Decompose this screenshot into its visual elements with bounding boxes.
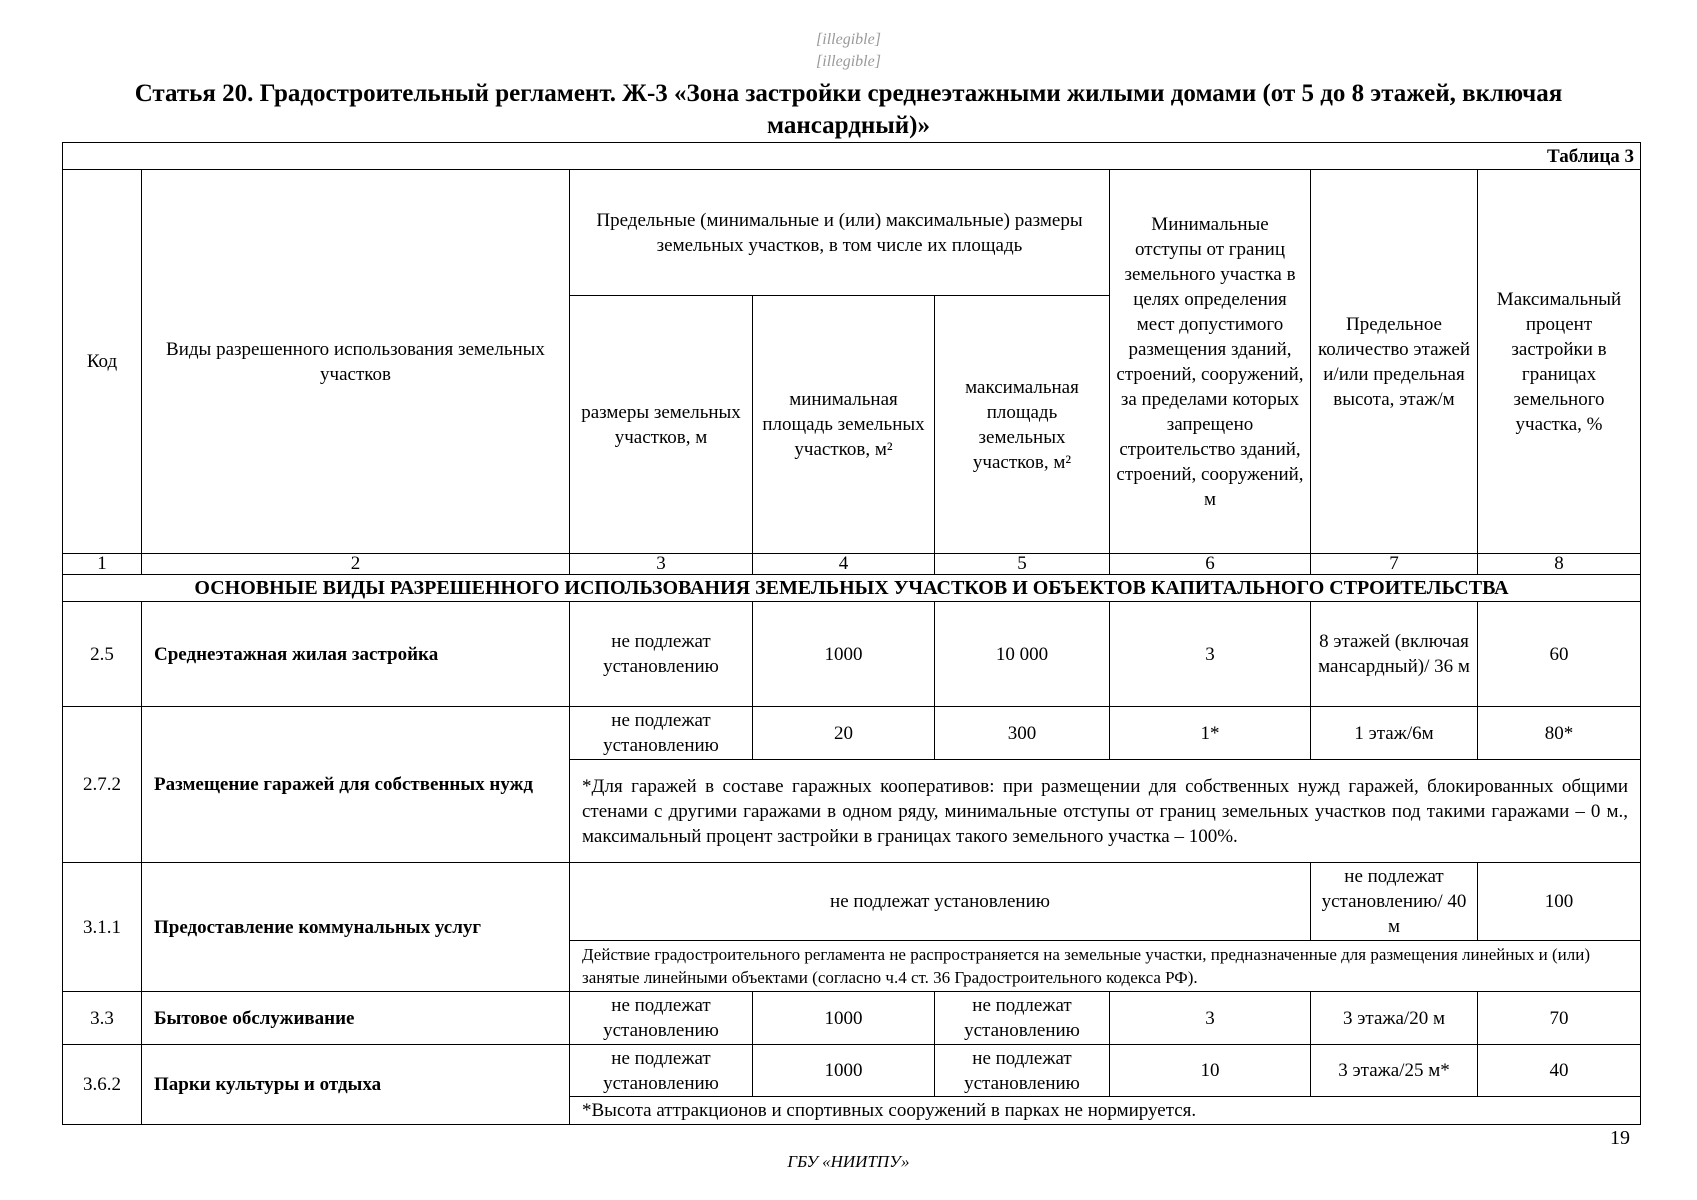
row-setback: 1* [1110,707,1311,760]
row-use-name: Размещение гаражей для собственных нужд [142,707,570,863]
row-use-name: Парки культуры и отдыха [142,1045,570,1125]
table-row [63,602,1641,707]
row-floors: 8 этажей (включая мансардный)/ 36 м [1311,602,1478,707]
row-coverage: 80* [1478,707,1641,760]
column-number: 2 [142,554,570,575]
row-coverage: 60 [1478,602,1641,707]
column-number: 1 [63,554,142,575]
row-floors: 1 этаж/6м [1311,707,1478,760]
column-number: 7 [1311,554,1478,575]
row-setback: 10 [1110,1045,1311,1097]
row-max-area: не подлежат установлению [935,1045,1110,1097]
footer-organization: ГБУ «НИИТПУ» [787,1152,910,1171]
row-use-name: Предоставление коммунальных услуг [142,863,570,992]
column-header-limit-group: Предельные (минимальные и (или) максимальные) размеры земельных участков, в том числе их площадь [570,170,1110,296]
row-coverage: 100 [1478,863,1641,941]
row-max-area: 300 [935,707,1110,760]
row-floors: не подлежат установлению/ 40 м [1311,863,1478,941]
table-row [63,1045,1641,1097]
table-row [63,707,1641,760]
row-size: не подлежат установлению [570,1045,753,1097]
row-floors: 3 этажа/25 м* [1311,1045,1478,1097]
column-number: 4 [753,554,935,575]
row-note: *Для гаражей в составе гаражных кооперативов: при размещении для собственных нужд гаражей, блокированных общими стенами с другими гаражами в одном ряду, минимальные отступы от границ земельных участков под такими гаражами – 0 м., максимальный процент застройки в границах такого земельного участка – 100%. [570,760,1641,863]
column-header-use-type: Виды разрешенного использования земельных участков [142,170,570,554]
column-header-size: размеры земельных участков, м [570,296,753,554]
column-number: 5 [935,554,1110,575]
row-code: 2.5 [63,602,142,707]
row-code: 3.3 [63,992,142,1045]
row-note: *Высота аттракционов и спортивных сооружений в парках не нормируется. [570,1097,1641,1125]
row-note: Действие градостроительного регламента не распространяется на земельные участки, предназначенные для размещения линейных и (или) занятые линейными объектами (согласно ч.4 ст. 36 Градостроительного кодекса РФ). [570,941,1641,992]
row-min-area: 1000 [753,602,935,707]
column-header-max-area: максимальная площадь земельных участков, м² [935,296,1110,554]
row-min-area: 1000 [753,992,935,1045]
row-min-area: 1000 [753,1045,935,1097]
column-number: 3 [570,554,753,575]
section-title: ОСНОВНЫЕ ВИДЫ РАЗРЕШЕННОГО ИСПОЛЬЗОВАНИЯ ЗЕМЕЛЬНЫХ УЧАСТКОВ И ОБЪЕКТОВ КАПИТАЛЬНОГО СТРОИТЕЛЬСТВА [63,575,1641,602]
column-header-coverage: Максимальный процент застройки в границах земельного участка, % [1478,170,1641,554]
row-min-area: 20 [753,707,935,760]
table-label: Таблица 3 [63,143,1641,170]
table-row [63,863,1641,941]
row-code: 3.6.2 [63,1045,142,1125]
row-code: 2.7.2 [63,707,142,863]
regulation-table [62,142,1641,1125]
column-header-min-area: минимальная площадь земельных участков, м² [753,296,935,554]
row-use-name: Бытовое обслуживание [142,992,570,1045]
row-size: не подлежат установлению [570,707,753,760]
row-size: не подлежат установлению [570,602,753,707]
row-size: не подлежат установлению [570,992,753,1045]
row-code: 3.1.1 [63,863,142,992]
row-setback: 3 [1110,992,1311,1045]
column-header-floors: Предельное количество этажей и/или предельная высота, этаж/м [1311,170,1478,554]
row-max-area: не подлежат установлению [935,992,1110,1045]
column-number: 8 [1478,554,1641,575]
row-setback: 3 [1110,602,1311,707]
row-floors: 3 этажа/20 м [1311,992,1478,1045]
column-number: 6 [1110,554,1311,575]
row-max-area: 10 000 [935,602,1110,707]
column-number-row [63,554,1641,575]
row-coverage: 40 [1478,1045,1641,1097]
table-row [63,992,1641,1045]
running-header-line-1: [illegible] [816,31,881,48]
running-header-line-2: [illegible] [816,53,881,70]
row-coverage: 70 [1478,992,1641,1045]
row-use-name: Среднеэтажная жилая застройка [142,602,570,707]
page-number: 19 [1610,1127,1630,1149]
column-header-setback: Минимальные отступы от границ земельного участка в целях определения мест допустимого размещения зданий, строений, сооружений, за пределами которых запрещено строительство зданий, строений, сооружений, м [1110,170,1311,554]
page-title: Статья 20. Градостроительный регламент. Ж-3 «Зона застройки среднеэтажными жилыми домами (от 5 до 8 этажей, включая мансардный)» [134,80,1563,139]
column-header-code: Код [63,170,142,554]
row-merged-value: не подлежат установлению [570,863,1311,941]
